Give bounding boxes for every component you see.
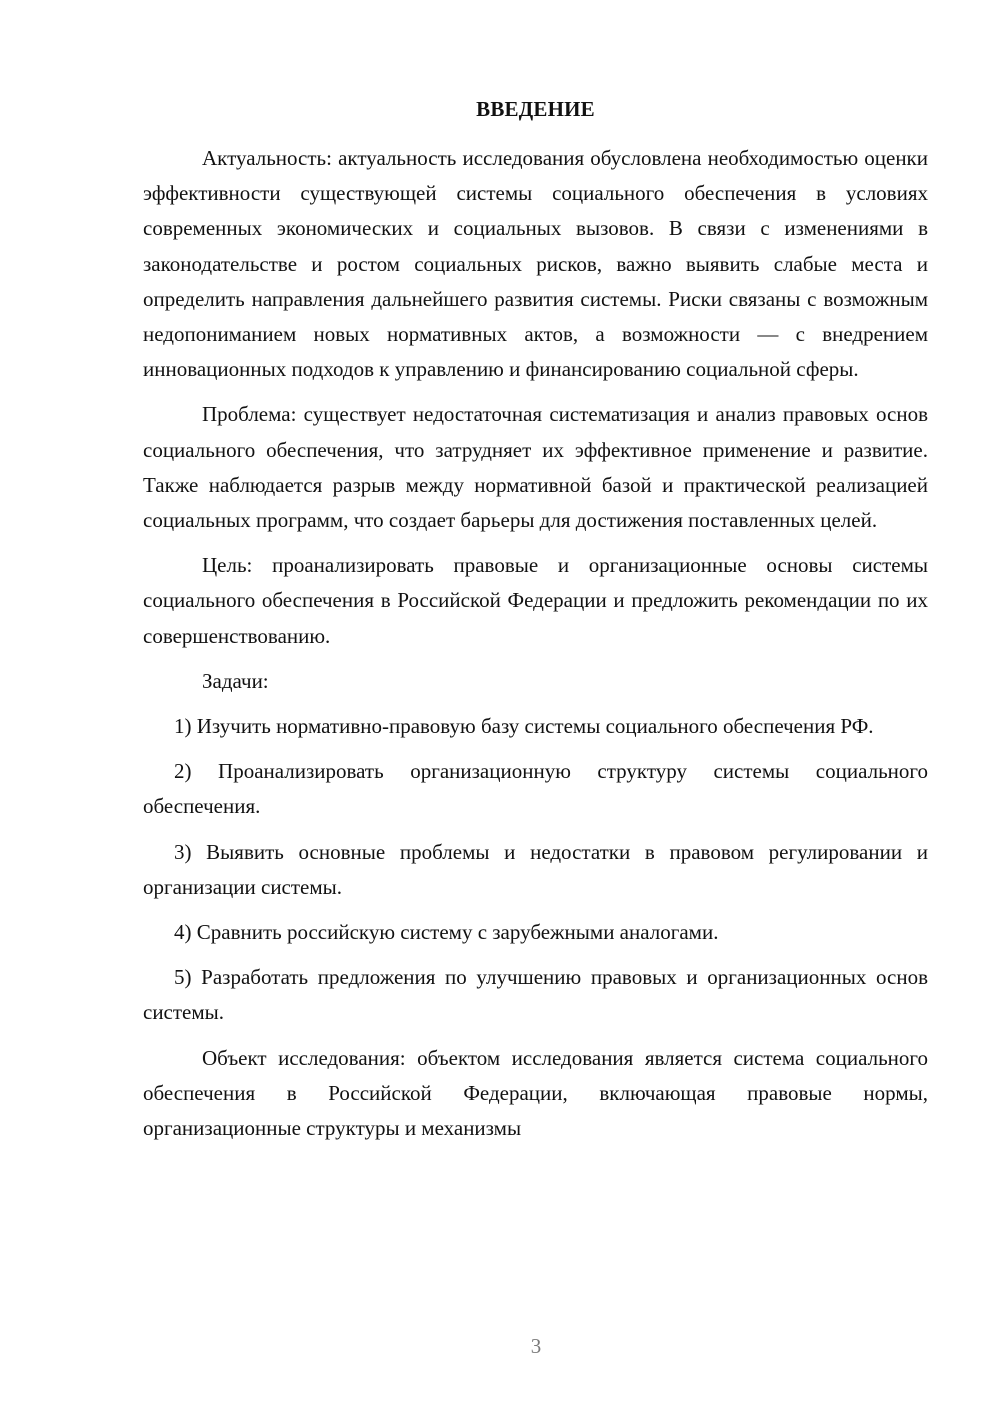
- problem-paragraph: Проблема: существует недостаточная систематизация и анализ правовых основ социального обеспечения, что затрудняет их эффективное применение и развитие. Также наблюдается разрыв между нормативной базой и практической реализацией социальных программ, что создает барьеры для достижения поставленных целей.: [143, 402, 928, 533]
- relevance-paragraph: Актуальность: актуальность исследования обусловлена необходимостью оценки эффективности существующей системы социального обеспечения в условиях современных экономических и социальных вызовов. В связи с изменениями в законодательстве и ростом социальных рисков, важно выявить слабые места и определить направления дальнейшего развития системы. Риски связаны с возможным недопониманием новых нормативных актов, а возможности — с внедрением инновационных подходов к управлению и финансированию социальной сферы.: [143, 146, 928, 382]
- tasks-label: Задачи:: [202, 668, 269, 693]
- task-item-5: 5) Разработать предложения по улучшению правовых и организационных основ системы.: [143, 965, 928, 1025]
- task-item-1: 1) Изучить нормативно-правовую базу системы социального обеспечения РФ.: [174, 714, 874, 739]
- task-item-3: 3) Выявить основные проблемы и недостатки в правовом регулировании и организации системы.: [143, 839, 928, 899]
- object-paragraph: Объект исследования: объектом исследования является система социального обеспечения в Российской Федерации, включающая правовые нормы, организационные структуры и механизмы: [143, 1045, 928, 1141]
- section-heading: ВВЕДЕНИЕ: [476, 97, 595, 121]
- goal-paragraph: Цель: проанализировать правовые и организационные основы системы социального обеспечения в Российской Федерации и предложить рекомендации по их совершенствованию.: [143, 553, 928, 648]
- task-item-2: 2) Проанализировать организационную структуру системы социального обеспечения.: [143, 759, 928, 819]
- page-number: 3: [530, 1334, 542, 1358]
- page-content: [143, 92, 928, 1156]
- task-item-4: 4) Сравнить российскую систему с зарубежными аналогами.: [174, 920, 719, 945]
